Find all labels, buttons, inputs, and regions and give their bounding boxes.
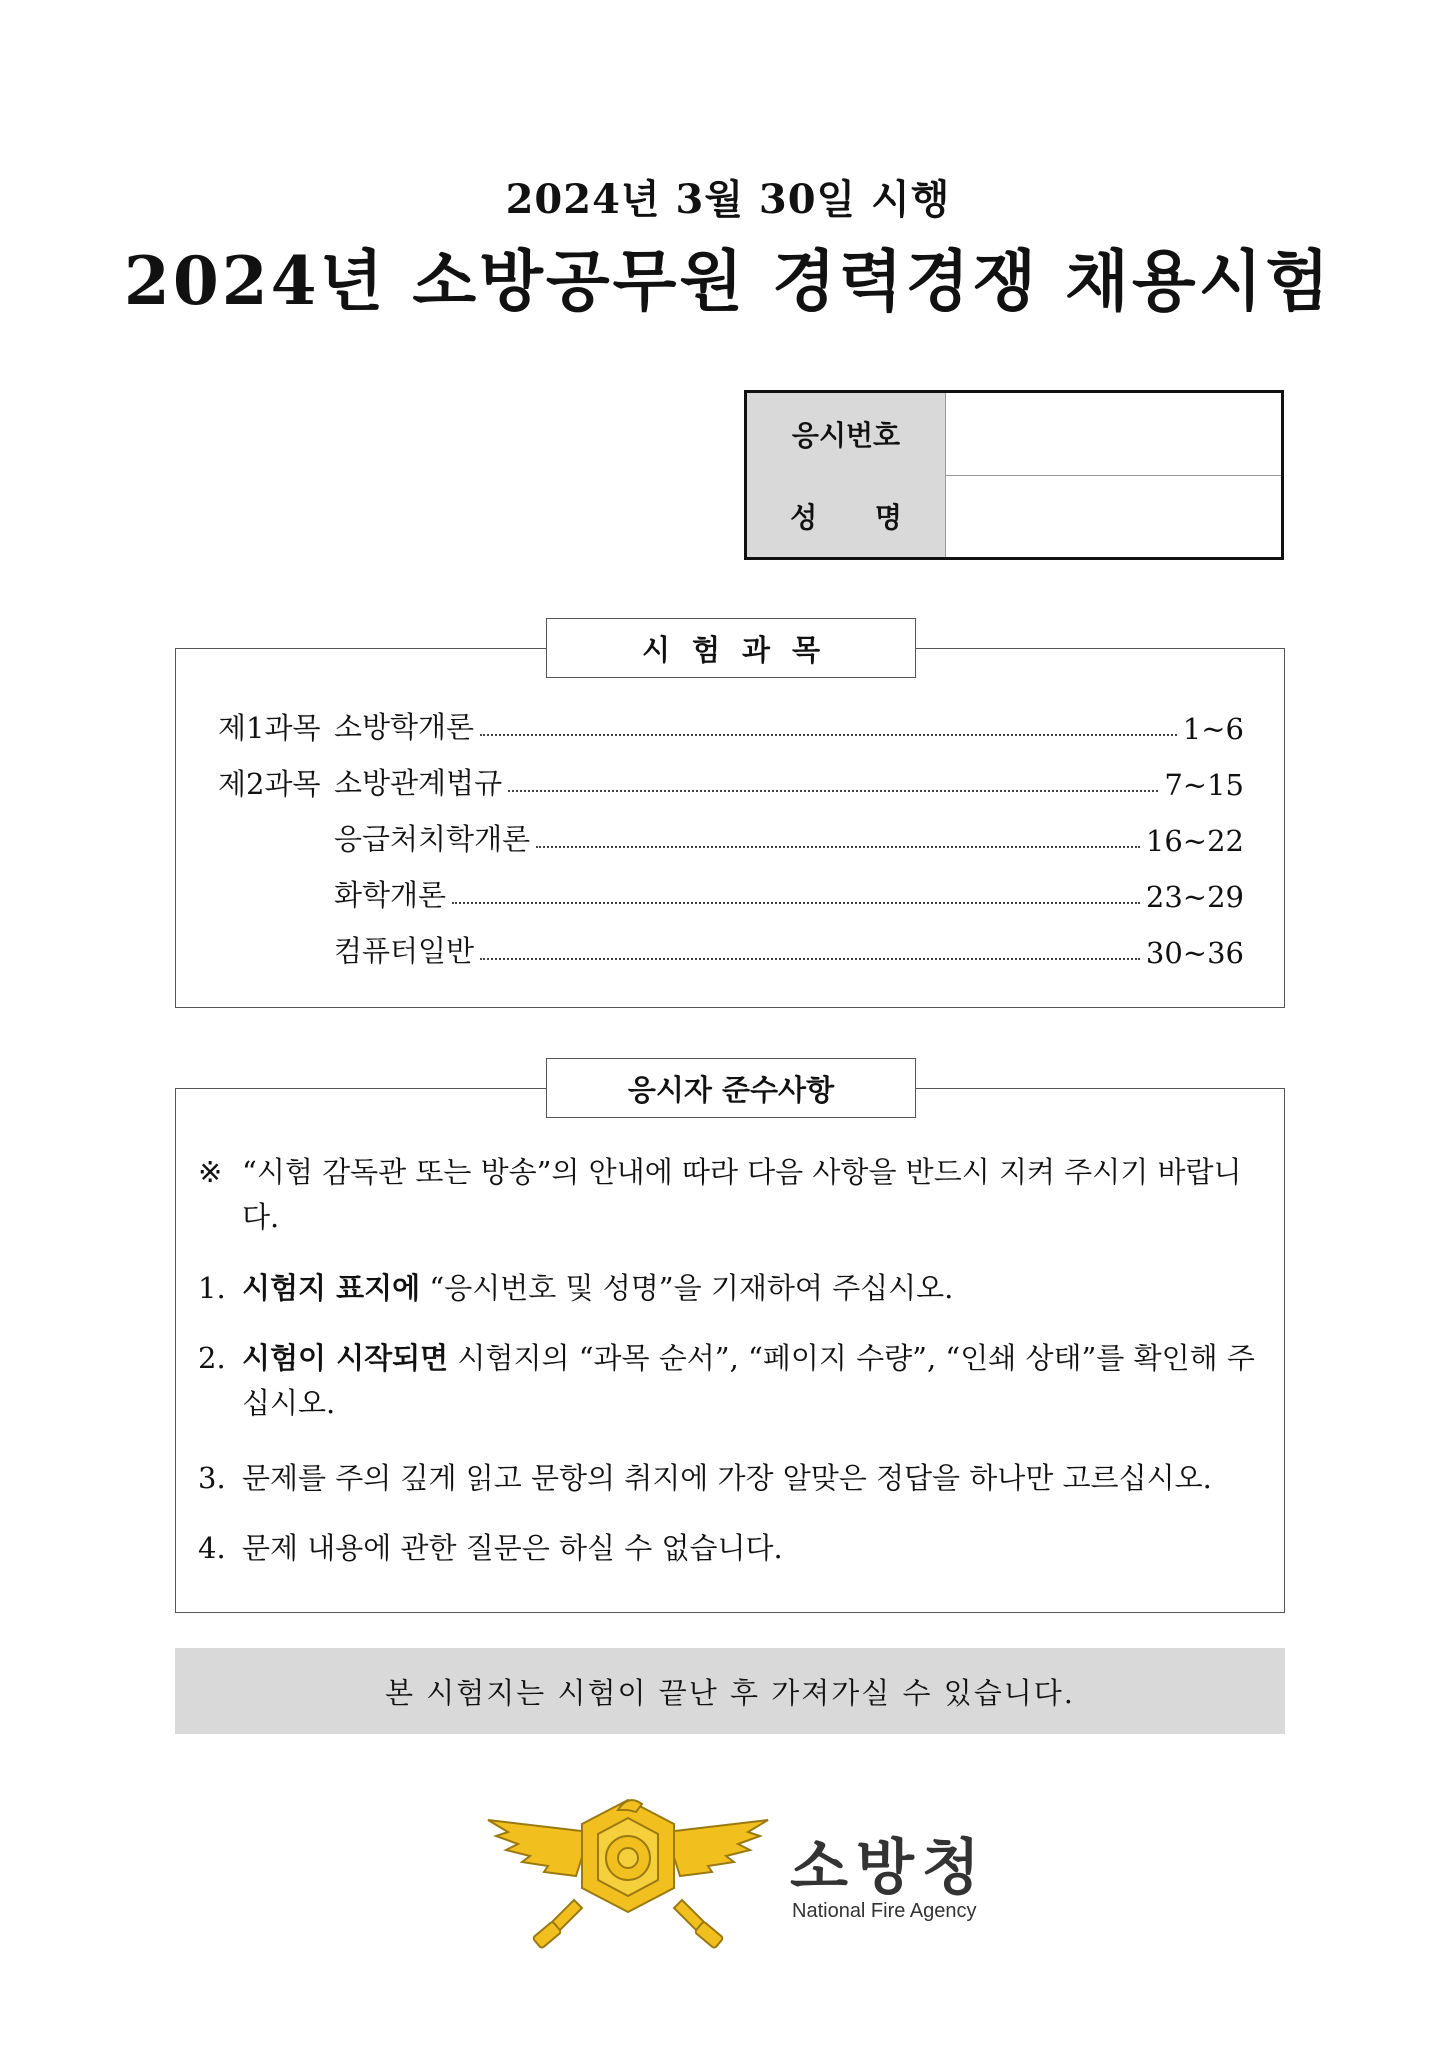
rule-item [198,1526,1262,1571]
subject-row [334,818,1244,858]
subject-range: 7~15 [1164,768,1244,802]
rule-number: 4. [198,1531,226,1565]
subject-range: 23~29 [1145,880,1244,914]
subject-name: 응급처치학개론 [334,822,531,856]
name-row [747,475,1281,557]
rule-number: 3. [198,1461,226,1495]
rule-emphasis: 시험지 표지에 [242,1271,421,1305]
subject-group-1: 제1과목 [218,711,321,745]
agency-name-en: National Fire Agency [792,1900,977,1922]
leader-dots [536,845,1140,848]
candidate-info-table [744,390,1284,560]
rule-text: 시험지의 “과목 순서”, “페이지 수량”, “인쇄 상태”를 확인해 주십시오. [242,1341,1255,1420]
notice-bar [175,1648,1285,1734]
rule-item [198,1266,1262,1311]
leader-dots [480,733,1177,736]
rule-item [198,1336,1262,1426]
subject-name: 화학개론 [334,878,447,912]
leader-dots [452,901,1140,904]
agency-name-ko: 소방청 [790,1833,988,1903]
subject-row [334,762,1244,802]
subject-group-2: 제2과목 [218,767,321,801]
reference-mark: ※ [198,1155,223,1189]
rules-intro-text: “시험 감독관 또는 방송”의 안내에 따라 다음 사항을 반드시 지켜 주시기 바랍니다. [242,1155,1242,1234]
subject-name: 컴퓨터일반 [334,934,475,968]
subject-name: 소방학개론 [334,710,475,744]
rules-heading-text: 응시자 준수사항 [627,1072,835,1107]
rules-heading [546,1058,916,1118]
subject-range: 30~36 [1145,936,1244,970]
subject-name: 소방관계법규 [334,766,503,800]
rule-number: 1. [198,1271,226,1305]
subject-range: 16~22 [1145,824,1244,858]
name-label: 성 명 [747,475,946,557]
fire-agency-emblem-icon [478,1792,778,1950]
exam-number-label: 응시번호 [747,393,946,475]
subject-row [334,930,1244,970]
subjects-heading-text: 시험과목 [641,632,843,667]
rule-text: 문제 내용에 관한 질문은 하실 수 없습니다. [242,1531,783,1565]
subject-row [334,706,1244,746]
subject-range: 1~6 [1182,712,1244,746]
notice-text: 본 시험지는 시험이 끝난 후 가져가실 수 있습니다. [384,1675,1076,1710]
leader-dots [480,957,1140,960]
rule-item [198,1456,1262,1501]
subject-row [334,874,1244,914]
rule-number: 2. [198,1341,226,1375]
name-field[interactable] [946,475,1281,557]
rule-emphasis: 시험이 시작되면 [242,1341,449,1375]
subjects-heading [546,618,916,678]
rules-intro [198,1150,1262,1240]
page-title: 2024년 소방공무원 경력경쟁 채용시험 [123,242,1333,320]
exam-date-line: 2024년 3월 30일 시행 [505,176,951,223]
leader-dots [508,789,1158,792]
rule-text: “응시번호 및 성명”을 기재하여 주십시오. [420,1271,954,1305]
rule-text: 문제를 주의 깊게 읽고 문항의 취지에 가장 알맞은 정답을 하나만 고르십시오. [242,1461,1212,1495]
exam-number-field[interactable] [946,393,1281,475]
exam-number-row [747,393,1281,476]
